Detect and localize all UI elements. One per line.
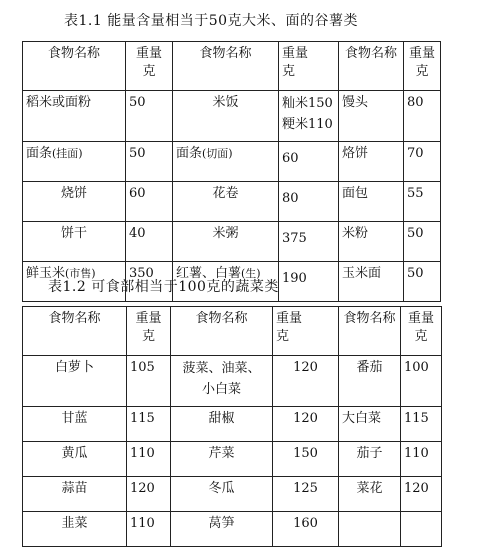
food-name-line1: 菠菜、油菜、 (182, 361, 261, 376)
food-name-cell: 饼干 (23, 222, 126, 262)
weight-cell: 55 (404, 182, 441, 222)
weight-cell: 160 (273, 512, 339, 547)
header-food-name: 食物名称 (339, 307, 401, 356)
weight-cell: 120 (273, 407, 339, 442)
food-name: 面条 (26, 146, 53, 161)
header-weight-line1: 重量 (282, 46, 309, 61)
grain-potato-table (22, 41, 441, 302)
vegetable-table (22, 306, 442, 547)
food-note: (生) (241, 267, 261, 280)
weight-cell: 120 (401, 477, 442, 512)
table-row (23, 142, 441, 182)
header-food-name: 食物名称 (339, 42, 404, 91)
weight-cell: 350 (126, 262, 173, 302)
food-name-cell: 蒜苗 (23, 477, 127, 512)
weight-cell: 50 (126, 91, 173, 142)
weight-line2: 粳米110 (282, 116, 333, 132)
food-name-cell: 米粥 (173, 222, 279, 262)
header-weight (279, 42, 339, 91)
food-name-cell: 韭菜 (23, 512, 127, 547)
food-name-cell: 花卷 (173, 182, 279, 222)
food-note: (市售) (65, 267, 96, 280)
header-weight (127, 307, 171, 356)
weight-cell: 50 (404, 222, 441, 262)
food-name-cell: 芹菜 (171, 442, 273, 477)
header-food-name: 食物名称 (23, 42, 126, 91)
header-weight-line2: 克 (415, 63, 429, 79)
header-weight-line2: 克 (141, 328, 155, 344)
food-name: 红薯、白薯 (176, 266, 242, 281)
table-row (23, 477, 442, 512)
food-name-cell: 大白菜 (339, 407, 401, 442)
food-name-cell: 烧饼 (23, 182, 126, 222)
weight-cell: 115 (401, 407, 442, 442)
food-note: (切面) (202, 147, 233, 160)
food-name: 鲜玉米 (26, 266, 66, 281)
food-name-cell (23, 142, 126, 182)
food-name-cell: 菜花 (339, 477, 401, 512)
food-name-cell: 番茄 (339, 356, 401, 407)
weight-cell: 120 (273, 356, 339, 407)
table-row (23, 356, 442, 407)
weight-cell: 40 (126, 222, 173, 262)
weight-cell: 110 (127, 442, 171, 477)
weight-cell: 80 (279, 182, 339, 222)
header-food-name: 食物名称 (171, 307, 273, 356)
food-name-cell: 甘蓝 (23, 407, 127, 442)
table-header-row (23, 42, 441, 91)
header-food-name: 食物名称 (173, 42, 279, 91)
table-header-row (23, 307, 442, 356)
food-name-cell: 冬瓜 (171, 477, 273, 512)
table-row (23, 512, 442, 547)
food-name-cell: 米粉 (339, 222, 404, 262)
header-weight-line1: 重量 (135, 46, 162, 61)
food-name-cell: 米饭 (173, 91, 279, 142)
table-row (23, 442, 442, 477)
header-weight-line1: 重量 (276, 311, 303, 326)
weight-cell: 60 (279, 142, 339, 182)
weight-cell: 110 (127, 512, 171, 547)
table-row (23, 91, 441, 142)
header-weight (404, 42, 441, 91)
weight-cell (401, 512, 442, 547)
weight-cell (279, 91, 339, 142)
weight-cell: 50 (404, 262, 441, 302)
food-name-cell: 甜椒 (171, 407, 273, 442)
header-weight (126, 42, 173, 91)
weight-cell: 150 (273, 442, 339, 477)
food-name-cell: 稻米或面粉 (23, 91, 126, 142)
weight-cell: 70 (404, 142, 441, 182)
header-weight (401, 307, 442, 356)
food-name-cell: 烙饼 (339, 142, 404, 182)
weight-cell: 50 (126, 142, 173, 182)
header-weight-line2: 克 (282, 63, 296, 79)
weight-cell: 80 (404, 91, 441, 142)
table2-caption: 表1.2 可食部相当于100克的蔬菜类 (48, 279, 279, 295)
food-name-cell: 馒头 (339, 91, 404, 142)
weight-cell: 105 (127, 356, 171, 407)
weight-cell: 190 (279, 262, 339, 302)
food-name-cell: 茄子 (339, 442, 401, 477)
weight-line1: 籼米150 (282, 96, 333, 111)
food-name-cell: 玉米面 (339, 262, 404, 302)
food-note: (挂面) (52, 147, 83, 160)
food-name-cell (339, 512, 401, 547)
weight-cell: 375 (279, 222, 339, 262)
food-name-line2: 小白菜 (201, 381, 241, 397)
header-food-name: 食物名称 (23, 307, 127, 356)
header-weight-line1: 重量 (135, 311, 162, 326)
table-row (23, 222, 441, 262)
food-name-cell (173, 142, 279, 182)
weight-cell: 125 (273, 477, 339, 512)
weight-cell: 115 (127, 407, 171, 442)
header-weight (273, 307, 339, 356)
weight-cell: 110 (401, 442, 442, 477)
weight-cell: 60 (126, 182, 173, 222)
food-name-cell (171, 356, 273, 407)
food-name-cell: 白萝卜 (23, 356, 127, 407)
header-weight-line2: 克 (276, 328, 290, 344)
header-weight-line2: 克 (414, 328, 428, 344)
food-name-cell: 莴笋 (171, 512, 273, 547)
food-name-cell: 黄瓜 (23, 442, 127, 477)
table1-caption: 表1.1 能量含量相当于50克大米、面的谷薯类 (64, 13, 359, 29)
header-weight-line2: 克 (142, 63, 156, 79)
food-name: 面条 (176, 146, 203, 161)
weight-cell: 100 (401, 356, 442, 407)
weight-cell: 120 (127, 477, 171, 512)
header-weight-line1: 重量 (408, 46, 435, 61)
food-name-cell: 面包 (339, 182, 404, 222)
header-weight-line1: 重量 (407, 311, 434, 326)
table-row (23, 182, 441, 222)
table-row (23, 407, 442, 442)
